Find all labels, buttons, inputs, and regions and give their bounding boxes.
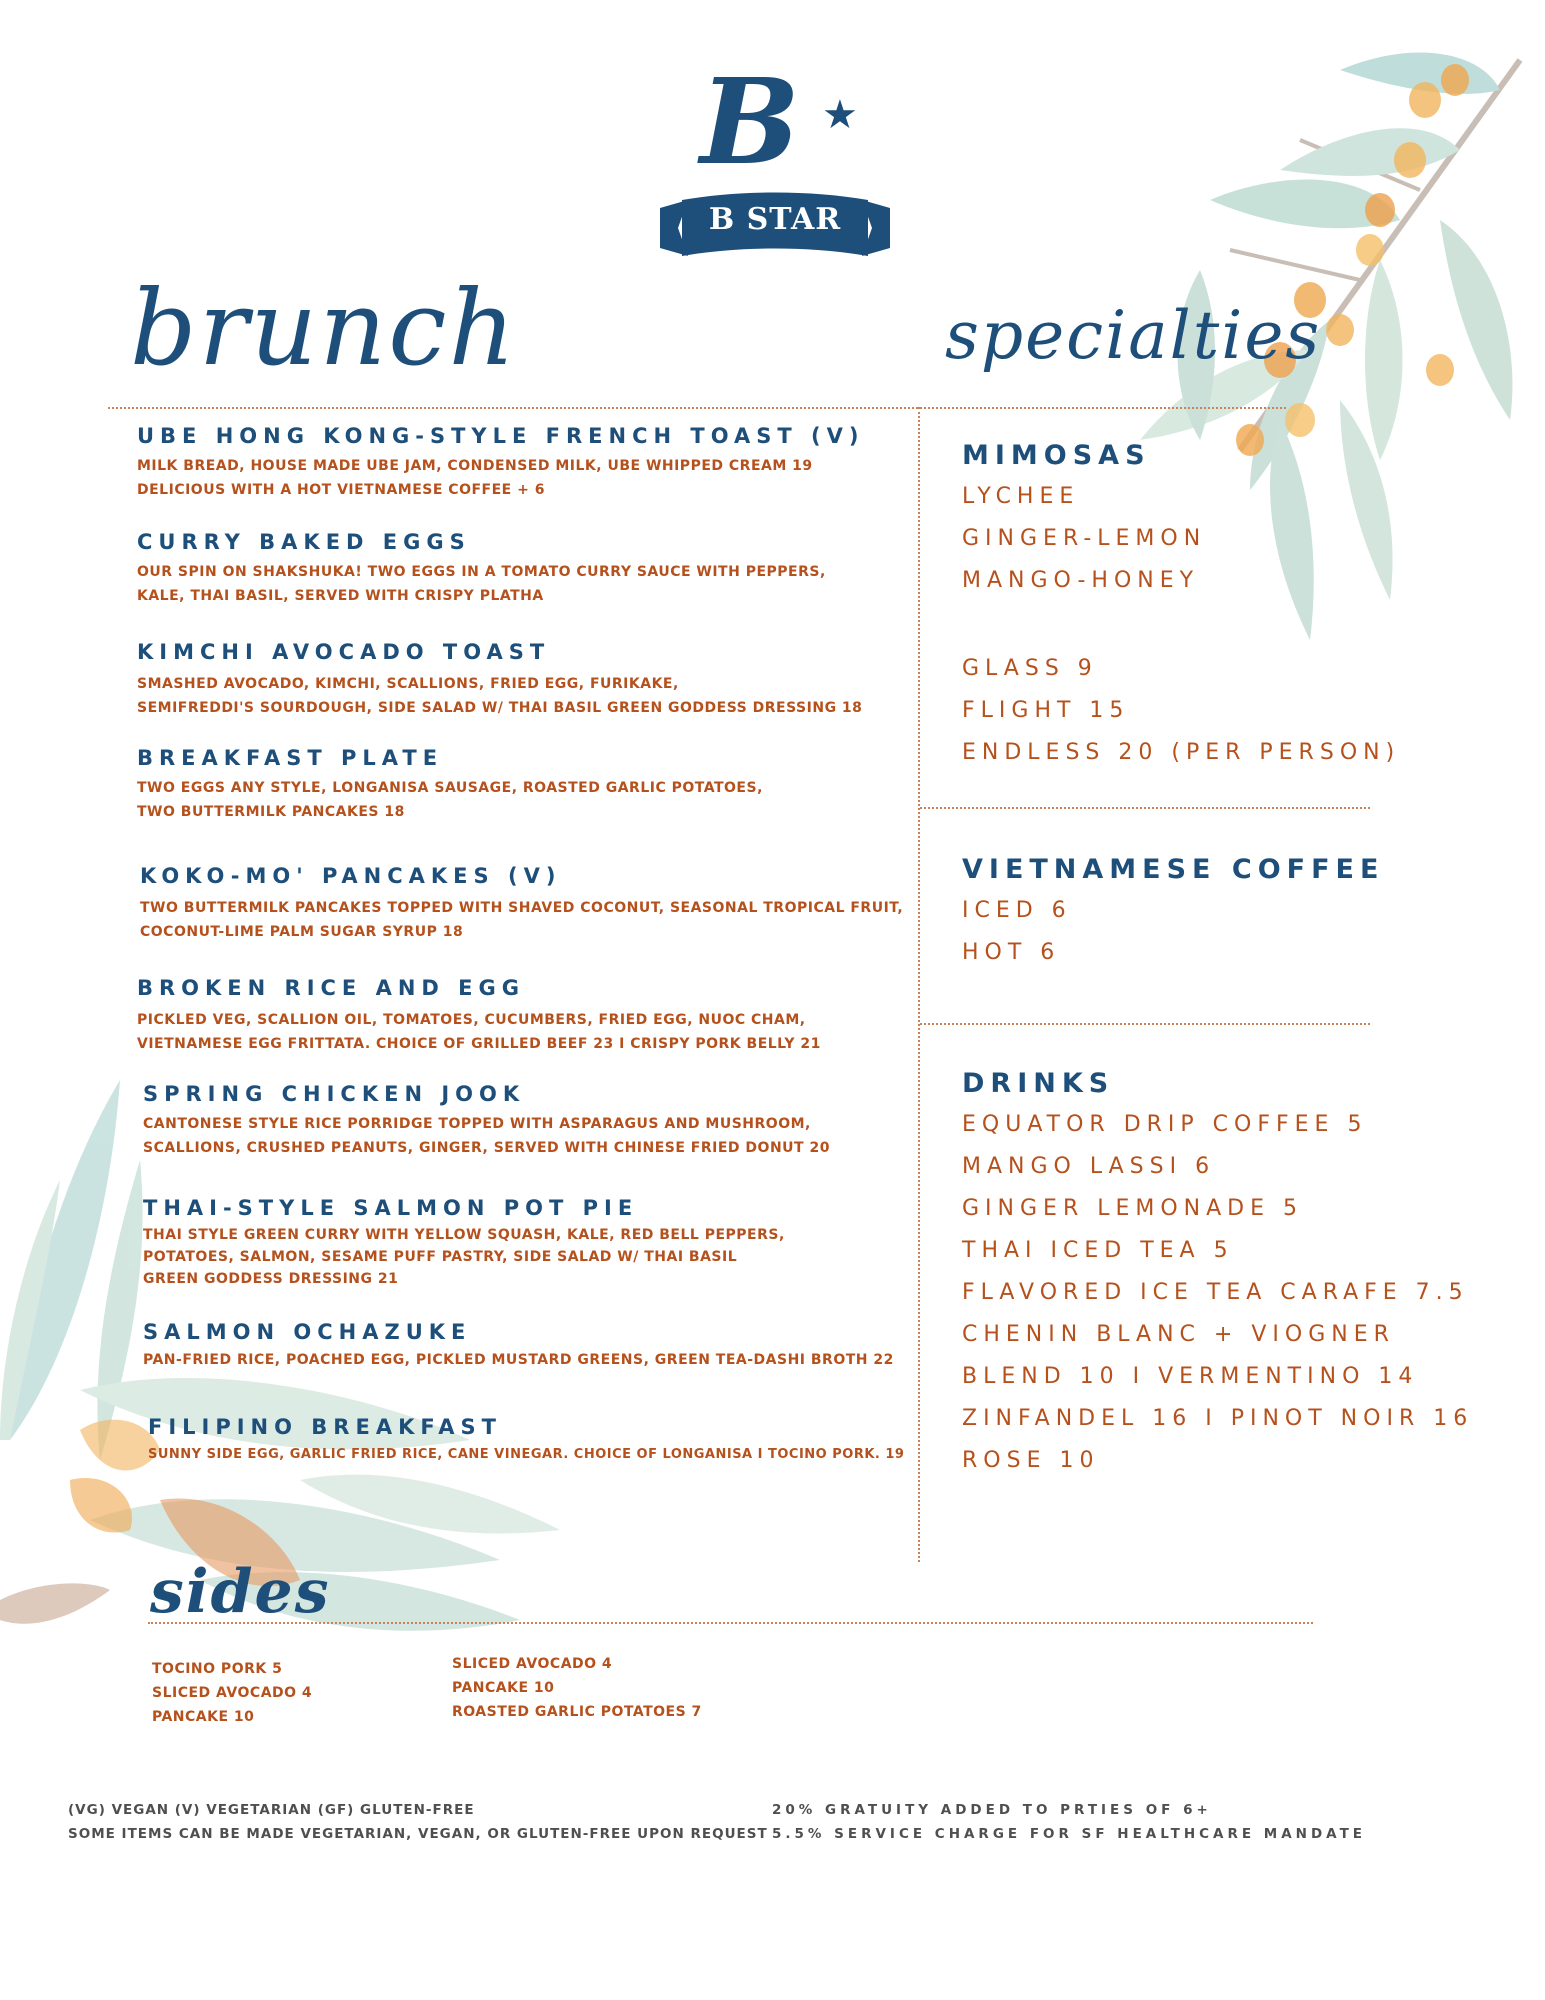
column-divider bbox=[918, 407, 920, 1562]
brunch-item-broken-rice-and-egg bbox=[137, 976, 821, 1056]
specialties-title: specialties bbox=[945, 297, 1322, 374]
item-desc: DELICIOUS WITH A HOT VIETNAMESE COFFEE + 6 bbox=[137, 482, 545, 498]
item-name: KOKO-MO' PANCAKES (V) bbox=[140, 864, 562, 888]
footer-note: SOME ITEMS CAN BE MADE VEGETARIAN, VEGAN, OR GLUTEN-FREE UPON REQUEST bbox=[68, 1826, 768, 1842]
item-name: SPRING CHICKEN JOOK bbox=[143, 1082, 526, 1106]
item-name: UBE HONG KONG-STYLE FRENCH TOAST (V) bbox=[137, 424, 865, 448]
item-name: BREAKFAST PLATE bbox=[137, 746, 444, 770]
mimosa-price: ENDLESS 20 (PER PERSON) bbox=[962, 740, 1401, 765]
coffee-item: ICED 6 bbox=[962, 898, 1072, 923]
mimosa-flavor: LYCHEE bbox=[962, 484, 1080, 509]
side-item: SLICED AVOCADO 4 bbox=[452, 1656, 613, 1672]
mimosas-title: MIMOSAS bbox=[962, 440, 1151, 471]
drink-item: FLAVORED ICE TEA CARAFE 7.5 bbox=[962, 1280, 1469, 1305]
side-item: SLICED AVOCADO 4 bbox=[152, 1685, 313, 1701]
coffee-section bbox=[962, 850, 1384, 974]
drink-item: THAI ICED TEA 5 bbox=[962, 1238, 1234, 1263]
item-desc: SMASHED AVOCADO, KIMCHI, SCALLIONS, FRIED EGG, FURIKAKE, bbox=[137, 676, 679, 692]
logo-star-icon: ★ bbox=[822, 92, 858, 138]
item-desc: PICKLED VEG, SCALLION OIL, TOMATOES, CUCUMBERS, FRIED EGG, NUOC CHAM, bbox=[137, 1012, 806, 1028]
coffee-title: VIETNAMESE COFFEE bbox=[962, 854, 1385, 885]
footer-dietary-notes bbox=[68, 1798, 768, 1846]
item-desc: SEMIFREDDI'S SOURDOUGH, SIDE SALAD W/ THAI BASIL GREEN GODDESS DRESSING 18 bbox=[137, 700, 863, 716]
item-desc: TWO EGGS ANY STYLE, LONGANISA SAUSAGE, ROASTED GARLIC POTATOES, bbox=[137, 780, 763, 796]
side-item: PANCAKE 10 bbox=[452, 1680, 555, 1696]
brunch-item-salmon-ochazuke bbox=[143, 1320, 894, 1372]
side-item: TOCINO PORK 5 bbox=[152, 1661, 283, 1677]
drink-item: ROSE 10 bbox=[962, 1448, 1100, 1473]
logo-letter: B bbox=[700, 52, 800, 191]
item-name: FILIPINO BREAKFAST bbox=[148, 1415, 502, 1439]
coffee-item: HOT 6 bbox=[962, 940, 1061, 965]
brunch-title: brunch bbox=[130, 267, 518, 389]
sides-title: sides bbox=[150, 1557, 331, 1627]
footer-charges bbox=[772, 1798, 1366, 1846]
logo bbox=[660, 52, 890, 272]
item-desc: TWO BUTTERMILK PANCAKES 18 bbox=[137, 804, 405, 820]
brunch-item-thai-salmon-pot-pie bbox=[143, 1196, 785, 1290]
mimosa-price: GLASS 9 bbox=[962, 656, 1098, 681]
sides-column-1 bbox=[152, 1657, 312, 1729]
item-desc: VIETNAMESE EGG FRITTATA. CHOICE OF GRILLED BEEF 23 I CRISPY PORK BELLY 21 bbox=[137, 1036, 821, 1052]
side-item: ROASTED GARLIC POTATOES 7 bbox=[452, 1704, 702, 1720]
item-desc: GREEN GODDESS DRESSING 21 bbox=[143, 1271, 399, 1287]
brunch-item-koko-mo-pancakes bbox=[140, 864, 903, 944]
mimosas-section bbox=[962, 436, 1400, 774]
item-desc: THAI STYLE GREEN CURRY WITH YELLOW SQUASH, KALE, RED BELL PEPPERS, bbox=[143, 1227, 785, 1243]
brunch-item-spring-chicken-jook bbox=[143, 1082, 830, 1160]
drinks-title: DRINKS bbox=[962, 1068, 1115, 1099]
item-desc: CANTONESE STYLE RICE PORRIDGE TOPPED WITH ASPARAGUS AND MUSHROOM, bbox=[143, 1116, 811, 1132]
brunch-item-curry-baked-eggs bbox=[137, 530, 826, 608]
sides-column-2 bbox=[452, 1652, 702, 1724]
item-desc: PAN-FRIED RICE, POACHED EGG, PICKLED MUSTARD GREENS, GREEN TEA-DASHI BROTH 22 bbox=[143, 1352, 894, 1368]
item-name: BROKEN RICE AND EGG bbox=[137, 976, 525, 1000]
item-desc: MILK BREAD, HOUSE MADE UBE JAM, CONDENSED MILK, UBE WHIPPED CREAM 19 bbox=[137, 458, 813, 474]
side-item: PANCAKE 10 bbox=[152, 1709, 255, 1725]
item-desc: POTATOES, SALMON, SESAME PUFF PASTRY, SIDE SALAD W/ THAI BASIL bbox=[143, 1249, 738, 1265]
item-name: KIMCHI AVOCADO TOAST bbox=[137, 640, 551, 664]
brunch-item-filipino-breakfast bbox=[148, 1415, 904, 1467]
item-desc: KALE, THAI BASIL, SERVED WITH CRISPY PLATHA bbox=[137, 588, 544, 604]
drink-item: MANGO LASSI 6 bbox=[962, 1154, 1216, 1179]
item-desc: SUNNY SIDE EGG, GARLIC FRIED RICE, CANE VINEGAR. CHOICE OF LONGANISA I TOCINO PORK. 19 bbox=[148, 1447, 905, 1462]
drinks-section bbox=[962, 1064, 1473, 1482]
drink-item: EQUATOR DRIP COFFEE 5 bbox=[962, 1112, 1368, 1137]
item-name: THAI-STYLE SALMON POT PIE bbox=[143, 1196, 639, 1220]
logo-banner-text: B STAR bbox=[708, 202, 842, 237]
mimosa-divider bbox=[920, 807, 1370, 809]
brunch-item-kimchi-avocado-toast bbox=[137, 640, 862, 720]
mimosa-flavor: GINGER-LEMON bbox=[962, 526, 1207, 551]
item-desc: TWO BUTTERMILK PANCAKES TOPPED WITH SHAVED COCONUT, SEASONAL TROPICAL FRUIT, bbox=[140, 900, 904, 916]
header-divider bbox=[108, 407, 1286, 409]
coffee-divider bbox=[920, 1023, 1370, 1025]
item-desc: COCONUT-LIME PALM SUGAR SYRUP 18 bbox=[140, 924, 464, 940]
drink-item: GINGER LEMONADE 5 bbox=[962, 1196, 1304, 1221]
item-name: CURRY BAKED EGGS bbox=[137, 530, 471, 554]
footer-charge: 5.5% SERVICE CHARGE FOR SF HEALTHCARE MANDATE bbox=[772, 1826, 1367, 1842]
footer-charge: 20% GRATUITY ADDED TO PRTIES OF 6+ bbox=[772, 1802, 1212, 1818]
brunch-item-breakfast-plate bbox=[137, 746, 763, 824]
drink-item: CHENIN BLANC + VIOGNER bbox=[962, 1322, 1395, 1347]
drink-item: BLEND 10 I VERMENTINO 14 bbox=[962, 1364, 1419, 1389]
item-desc: SCALLIONS, CRUSHED PEANUTS, GINGER, SERVED WITH CHINESE FRIED DONUT 20 bbox=[143, 1140, 830, 1156]
mimosa-price: FLIGHT 15 bbox=[962, 698, 1130, 723]
item-desc: OUR SPIN ON SHAKSHUKA! TWO EGGS IN A TOMATO CURRY SAUCE WITH PEPPERS, bbox=[137, 564, 826, 580]
mimosa-flavor: MANGO-HONEY bbox=[962, 568, 1200, 593]
item-name: SALMON OCHAZUKE bbox=[143, 1320, 472, 1344]
brunch-item-ube-french-toast bbox=[137, 424, 864, 502]
footer-note: (VG) VEGAN (V) VEGETARIAN (GF) GLUTEN-FREE bbox=[68, 1802, 475, 1818]
drink-item: ZINFANDEL 16 I PINOT NOIR 16 bbox=[962, 1406, 1474, 1431]
